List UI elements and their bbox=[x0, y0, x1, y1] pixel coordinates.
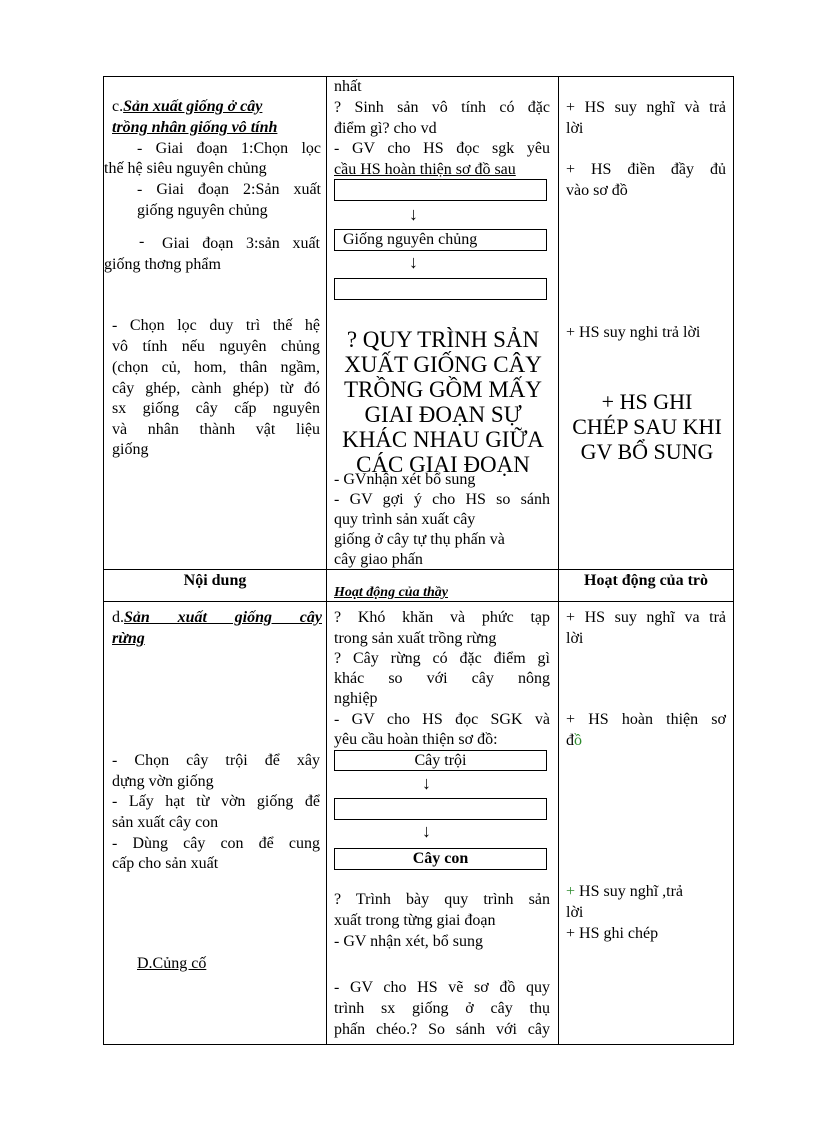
paragraph-line: giống bbox=[112, 441, 149, 458]
forest-step-text: - Lấy hạt từ vờn giống để bbox=[112, 793, 320, 810]
student-answer: + HS suy nghĩ va trả bbox=[566, 609, 726, 626]
teacher-instruction: cầu HS hoàn thiện sơ đồ sau bbox=[334, 161, 516, 178]
student-answer: vào sơ đồ bbox=[566, 182, 628, 199]
teacher-question: xuất trong từng giai đoạn bbox=[334, 912, 496, 929]
consolidation-heading: D.Củng cố bbox=[137, 955, 207, 972]
stage3-text: giống thơng phẩm bbox=[104, 256, 221, 273]
paragraph-line: cây ghép, cành ghép) từ đó bbox=[112, 380, 320, 397]
teacher-text: nhất bbox=[334, 78, 362, 95]
teacher-question: điểm gì? cho vd bbox=[334, 120, 437, 137]
stage1-text: - Giai đoạn 1:Chọn lọc bbox=[137, 140, 321, 157]
paragraph-line: sx giống cây cấp nguyên bbox=[112, 400, 320, 417]
student-answer: đồ bbox=[566, 732, 582, 749]
teacher-feedback: - GV nhận xét, bổ sung bbox=[334, 933, 484, 950]
teacher-question: trong sản xuất trồng rừng bbox=[334, 630, 497, 647]
student-answer: + HS điền đầy đủ bbox=[566, 161, 726, 178]
forest-step-text: cấp cho sản xuất bbox=[112, 855, 219, 872]
teacher-question: khác so với cây nông bbox=[334, 670, 550, 687]
student-answer: + HS hoàn thiện sơ bbox=[566, 711, 726, 728]
teacher-instruction: phấn chéo.? So sánh với cây bbox=[334, 1021, 550, 1038]
forest-step-text: dựng vờn giống bbox=[112, 773, 214, 790]
teacher-question: ? Sinh sản vô tính có đặc bbox=[334, 99, 550, 116]
down-arrow-icon: ↓ bbox=[422, 773, 431, 793]
stage3-text: Giai đoạn 3:sản xuất bbox=[162, 235, 320, 252]
stage1-text: thế hệ siêu nguyên chủng bbox=[104, 160, 267, 177]
stage3-bullet: - bbox=[139, 233, 145, 250]
student-answer: lời bbox=[566, 630, 584, 647]
paragraph-line: và nhân thành vật liệu bbox=[112, 421, 320, 438]
teacher-hint: - GV gợi ý cho HS so sánh bbox=[334, 491, 550, 508]
diagram-box-empty bbox=[334, 278, 547, 300]
student-answer: + HS suy nghĩ ,trả bbox=[566, 883, 684, 900]
stage2-text: - Giai đoạn 2:Sản xuất bbox=[137, 181, 321, 198]
forest-step-text: - Chọn cây trội để xây bbox=[112, 752, 320, 769]
student-answer: + HS suy nghi trả lời bbox=[566, 324, 701, 341]
student-answer: + HS ghi chép bbox=[566, 925, 659, 942]
teacher-instruction: - GV cho HS vẽ sơ đồ quy bbox=[334, 979, 550, 996]
teacher-question: ? Khó khăn và phức tạp bbox=[334, 609, 550, 626]
diagram-box-empty bbox=[334, 179, 547, 201]
big-note: + HS GHI CHÉP SAU KHI GV BỔ SUNG bbox=[572, 389, 722, 464]
down-arrow-icon: ↓ bbox=[409, 252, 418, 272]
teacher-instruction: - GV cho HS đọc sgk yêu bbox=[334, 140, 550, 157]
teacher-instruction: - GV cho HS đọc SGK và bbox=[334, 711, 550, 728]
diagram-box-giong-nguyen-chung: Giống nguyên chủng bbox=[334, 229, 547, 251]
teacher-instruction: trình sx giống ở cây thụ bbox=[334, 1000, 550, 1017]
student-answer: + HS suy nghĩ và trả bbox=[566, 99, 726, 116]
paragraph-line: vô tính nếu nguyên chủng bbox=[112, 338, 320, 355]
teacher-hint: giống ở cây tự thụ phấn và bbox=[334, 531, 505, 548]
paragraph-line: - Chọn lọc duy trì thế hệ bbox=[112, 317, 320, 334]
column-divider bbox=[326, 77, 327, 1044]
paragraph-line: (chọn củ, hom, thân ngầm, bbox=[112, 359, 320, 376]
teacher-hint: quy trình sản xuất cây bbox=[334, 511, 476, 528]
section-c-heading: c.Sản xuất giống ở cây bbox=[112, 98, 263, 115]
teacher-question: nghiệp bbox=[334, 690, 378, 707]
teacher-question: ? Cây rừng có đặc điểm gì bbox=[334, 650, 550, 667]
teacher-feedback: - GVnhận xét bổ sung bbox=[334, 471, 476, 488]
row-divider bbox=[104, 601, 733, 602]
diagram-box-empty bbox=[334, 798, 547, 820]
header-teacher-activity: Hoạt động của thầy bbox=[334, 585, 448, 600]
column-divider bbox=[558, 77, 559, 1044]
down-arrow-icon: ↓ bbox=[422, 821, 431, 841]
student-answer: lời bbox=[566, 904, 584, 921]
teacher-hint: cây giao phấn bbox=[334, 551, 423, 568]
teacher-question: ? Trình bày quy trình sản bbox=[334, 891, 550, 908]
stage2-text: giống nguyên chủng bbox=[137, 202, 268, 219]
teacher-instruction: yêu cầu hoàn thiện sơ đồ: bbox=[334, 731, 498, 748]
student-answer: lời bbox=[566, 120, 584, 137]
header-student-activity: Hoạt động của trò bbox=[584, 572, 708, 589]
down-arrow-icon: ↓ bbox=[409, 204, 418, 224]
header-content: Nội dung bbox=[183, 572, 247, 589]
forest-step-text: - Dùng cây con để cung bbox=[112, 835, 320, 852]
section-d-heading-line2: rừng bbox=[112, 630, 145, 647]
diagram-box-cay-con: Cây con bbox=[334, 848, 547, 870]
big-question: ? QUY TRÌNH SẢN XUẤT GIỐNG CÂY TRỒNG GỒM MẤY GIAI ĐOẠN SỰ KHÁC NHAU GIỮA CÁC GIAI ĐOẠN bbox=[342, 327, 544, 477]
section-d-heading: d.Sản xuất giống cây bbox=[112, 609, 322, 626]
diagram-box-cay-troi: Cây trội bbox=[334, 750, 547, 771]
lesson-table bbox=[103, 76, 734, 1045]
forest-step-text: sản xuất cây con bbox=[112, 814, 219, 831]
section-c-heading-line2: trồng nhân giống vô tính bbox=[112, 119, 278, 136]
